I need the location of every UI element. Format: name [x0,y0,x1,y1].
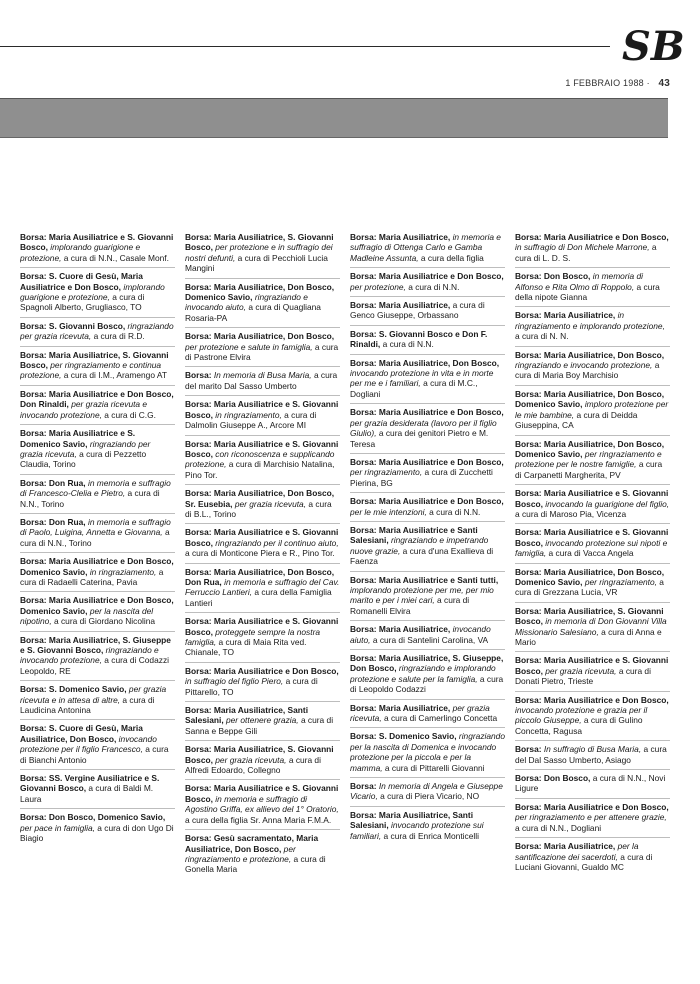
entry-plain: a cura di don Ugo Di Biagio [20,822,174,844]
entry-title: Borsa: Maria Ausiliatrice e Don Bosco, [515,232,669,242]
entry-italic: implorando guarigione e protezione, [20,281,165,303]
entry-title: Borsa: Maria Ausiliatrice e S. Giovanni Bosco, [185,783,339,804]
borsa-entry [185,779,340,829]
entry-title: Borsa: S. Cuore di Gesù, Maria Ausiliatrice, Don Bosco, [20,723,143,744]
borsa-entry [20,631,175,681]
header-rule [0,46,610,47]
entry-title: Borsa: Maria Ausiliatrice, [515,310,616,321]
borsa-entry [350,699,505,728]
borsa-entry [515,346,670,385]
entry-title: Borsa: [515,744,542,755]
entry-title: Borsa: Maria Ausiliatrice e Santi Salesiani, [350,524,478,546]
borsa-entry [350,649,505,699]
entry-title: Borsa: Maria Ausiliatrice, S. Giovanni Bosco, [20,349,169,371]
borsa-entry [20,552,175,591]
entry-italic: in ringraziamento, [215,409,282,420]
entry-title: Borsa: SS. Vergine Ausiliatrice e S. Giovanni Bosco, [20,773,160,794]
entry-plain: a cura di Pastrone Elvira [185,341,339,363]
entry-italic: invocando aiuto, [350,624,491,645]
entry-title: Borsa: Maria Ausiliatrice, Don Bosco, Domenico Savio, [515,566,665,587]
entry-title: Borsa: [185,370,212,381]
entry-italic: In suffragio di Busa Maria, [543,744,642,755]
entry-title: Borsa: Maria Ausiliatrice, [515,841,616,852]
borsa-entry [515,798,670,837]
entry-plain: a cura di B.L., Torino [185,498,332,519]
entry-plain: a cura del Dal Sasso Umberto, Asiago [515,744,667,765]
borsa-entry [350,232,505,267]
entry-title: Borsa: Maria Ausiliatrice, S. Giovanni Bosco, [515,605,664,627]
entry-title: Borsa: Maria Ausiliatrice e Don Bosco, Domenico Savio, [20,595,174,616]
entry-title: Borsa: Maria Ausiliatrice e Don Bosco, [515,694,669,705]
entry-plain: a cura di Marchisio Natalina, Pino Tor. [185,459,335,480]
entry-italic: in suffragio del figlio Piero, [185,676,284,687]
entry-title: Borsa: Maria Ausiliatrice e S. Giovanni Bosco, [185,399,339,420]
borsa-entry [515,306,670,345]
entry-plain: a cura di N.N. [408,281,460,292]
entry-plain: a cura di Sanna e Beppe Gili [185,715,334,736]
borsa-entry [185,523,340,562]
entry-italic: con riconoscenza e supplicando protezione, [185,448,335,470]
borsa-entry [350,492,505,521]
entry-title: Borsa: Maria Ausiliatrice e S. Giovanni Bosco, [515,527,669,548]
entry-title: Borsa: Maria Ausiliatrice e S. Giovanni Bosco, [185,616,339,637]
entry-plain: a cura di Codazzi Leopoldo, RE [20,655,169,676]
entry-title: Borsa: Maria Ausiliatrice, Don Bosco, Domenico Savio, [515,438,665,459]
borsa-entry [350,403,505,453]
entry-title: Borsa: Maria Ausiliatrice e Don Bosco, Don Rinaldi, [20,388,174,410]
entry-plain: a cura di Enrica Monticelli [383,830,479,841]
entry-title: Borsa: Maria Ausiliatrice, Don Bosco, Don Rua, [185,566,335,587]
entry-italic: ringraziando e invocando protezione, [515,360,653,371]
entry-italic: in memoria e suffragio del Cav. Ferruccio Lantieri, [185,576,340,598]
entry-plain: a cura della figlia Sr. Anna Maria F.M.A. [185,814,332,825]
entry-title: Borsa: Maria Ausiliatrice, Don Bosco, [350,357,500,368]
entry-title: Borsa: Maria Ausiliatrice e Santi tutti, [350,574,499,585]
entry-plain: a cura di Carpanetti Margherita, PV [515,459,663,480]
entry-italic: per ringraziamento e protezione, [185,843,296,864]
borsa-entry [20,474,175,513]
borsa-entry [20,769,175,808]
borsa-entry [515,435,670,485]
entry-plain: a cura di Baldi M. Laura [20,783,154,804]
borsa-entry [20,591,175,630]
borsa-entry [515,385,670,435]
entry-title: Borsa: Don Rua, [20,477,86,488]
entry-plain: a cura di N.N., Novi Ligure [515,773,666,794]
entry-plain: a cura di N. N. [515,331,569,342]
entry-plain: a cura di Maria Boy Marchisio [515,360,660,381]
issue-date-line [565,78,670,89]
entry-italic: proteggete sempre la nostra famiglia, [185,626,321,647]
entry-title: Borsa: Maria Ausiliatrice, Don Bosco, Sr. Eusebia, [185,488,335,509]
entry-plain: a cura di Maia Rita ved. Chianale, TO [185,637,307,658]
borsa-entry [350,296,505,325]
borsa-entry [185,701,340,740]
borsa-entry [185,278,340,328]
entry-plain: a cura della nipote Gianna [515,281,660,303]
entry-italic: implorando guarigione e protezione, [20,242,141,263]
entry-italic: per ringraziamento e protezione per le nostre famiglie, [515,448,662,470]
borsa-entry [185,740,340,779]
entry-italic: ringraziando e invocando protezione, [20,645,159,666]
entry-title: Borsa: S. Giovanni Bosco, [20,320,126,331]
entry-plain: a cura di M.C., Dogliani [350,378,478,399]
entry-italic: in memoria e suffragio di Ottenga Carlo e Gamba Madleine Assunta, [350,232,501,263]
borsa-entry [20,232,175,267]
borsa-entry [350,806,505,845]
entry-italic: in memoria e suffragio di Agostino Griffa, ex allievo del 1° Oratorio, [185,793,339,815]
borsa-entry [350,325,505,354]
entry-italic: invocando protezione e grazia per il piccolo Giuseppe, [515,705,648,726]
borsa-entry [350,620,505,649]
column-2 [185,232,340,977]
entry-italic: per grazia ricevuta e invocando protezione, [20,399,148,420]
borsa-entry [350,571,505,621]
entry-title: Borsa: Maria Ausiliatrice e Don Bosco, [350,407,504,418]
entry-title: Borsa: Don Bosco, [515,271,591,282]
entry-title: Borsa: Maria Ausiliatrice e Don Bosco, [185,665,339,676]
entry-plain: a cura del marito Dal Sasso Umberto [185,370,338,391]
borsa-entry [185,829,340,879]
entry-plain: a cura di N.N. [429,506,481,517]
entry-italic: ringraziando per la nascita di Domenica e invocando protezione per la piccola e per la mamma, [350,731,505,773]
entry-italic: in memoria di Alfonso e Rita Olmo di Roppolo, [515,271,643,292]
entry-plain: a cura di Anna e Mario [515,626,662,647]
entry-title: Borsa: Maria Ausiliatrice, Santi Salesiani, [350,809,474,831]
entry-plain: a cura di L. D. S. [515,242,657,263]
borsa-entry [515,484,670,523]
entry-title: Borsa: Maria Ausiliatrice, S. Giuseppe e S. Giovanni Bosco, [20,634,171,655]
entry-title: Borsa: Maria Ausiliatrice e Don Bosco, Domenico Savio, [20,556,174,577]
sb-logo [616,16,696,76]
entry-plain: a cura di Giordano Nicolina [54,616,156,627]
entry-plain: a cura di Pittarello, TO [185,676,318,697]
borsa-entry [185,435,340,485]
entry-plain: a cura di N.N., Torino [20,488,160,509]
entry-italic: implorando protezione per me, per mio marito e per i miei cari, [350,584,494,606]
entry-title: Borsa: S. Giovanni Bosco e Don F. Rinaldi, [350,328,488,350]
column-3 [350,232,505,977]
entry-italic: per ringraziamento, [584,576,657,587]
entry-plain: a cura di Deidda Giuseppina, CA [515,409,638,431]
entry-title: Borsa: Maria Ausiliatrice e Don Bosco, [515,801,669,812]
entry-plain: a cura di Vacca Angela [548,548,634,559]
entry-italic: In memoria di Angela e Giuseppe Vicario, [350,781,503,802]
entry-italic: imploro protezione per le mie bambine, [515,399,669,420]
borsa-entry [350,777,505,806]
entry-title: Borsa: Maria Ausiliatrice e S. Giovanni Bosco, [185,438,339,459]
entry-title: Borsa: [350,781,377,792]
entry-plain: a cura di N.N., Dogliani [515,822,602,833]
entry-title: Borsa: Maria Ausiliatrice, S. Giovanni Bosco, [185,232,334,253]
entry-italic: ringraziando per grazia ricevuta, [20,438,151,459]
borsa-entry [185,366,340,395]
entry-italic: per protezione e salute in famiglia, [185,341,313,352]
entry-italic: per grazia ricevuta, [234,498,307,509]
entry-plain: a cura di Pecchioli Lucia Mangini [185,252,328,274]
entry-title: Borsa: Maria Ausiliatrice, Don Bosco, [185,331,335,342]
entry-italic: per grazia ricevuta, [545,665,617,676]
borsa-entry [185,563,340,613]
entry-title: Borsa: Maria Ausiliatrice, Don Bosco, [515,349,665,360]
entry-plain: a cura di Donati Pietro, Trieste [515,665,651,687]
entry-title: Borsa: Maria Ausiliatrice e Don Bosco, [350,496,504,507]
entry-italic: in suffragio di Don Michele Marrone, [515,242,650,253]
borsa-entry [20,346,175,385]
entry-title: Borsa: Maria Ausiliatrice, Don Bosco, Domenico Savio, [185,281,335,303]
entry-italic: ringraziando per il continuo aiuto, [215,537,339,548]
borsa-entry [20,385,175,424]
entry-plain: a cura di Piera Vicario, NO [380,791,480,802]
entry-title: Borsa: Don Bosco, [515,773,591,784]
entry-title: Borsa: Maria Ausiliatrice, [350,624,451,635]
sb-logo-mark [616,16,696,76]
entry-plain: a cura della Famiglia Lantieri [185,587,332,608]
issue-date: 1 FEBBRAIO 1988 [565,78,644,88]
entry-title: Borsa: Gesù sacramentato, Maria Ausiliatrice, Don Bosco, [185,833,319,854]
entry-plain: a cura dei genitori Pietro e M. Teresa [350,428,489,449]
entry-italic: in ringraziamento e implorando protezione, [515,310,665,331]
entry-italic: per ottenere grazia, [225,715,299,726]
entry-plain: a cura di Pezzetto Claudia, Torino [20,448,147,470]
borsa-entry [20,267,175,317]
borsa-entry [515,267,670,306]
entry-plain: a cura di Camerlingo Concetta [383,713,498,724]
entry-title: Borsa: Don Rua, [20,516,86,527]
entry-italic: in ringraziamento, [89,566,157,577]
borsa-entry [515,740,670,769]
borsa-entry [515,769,670,798]
entry-plain: a cura di Santelini Carolina, VA [372,634,489,645]
borsa-entry [515,651,670,690]
entry-italic: invocando la guarigione del figlio, [545,498,670,509]
entry-italic: per ringraziamento e continua protezione, [20,360,162,381]
entry-italic: per ringraziamento, [350,467,423,478]
entry-italic: per pace in famiglia, [20,822,95,833]
entry-italic: per protezione e in suffragio dei nostri defunti, [185,242,333,263]
entry-italic: per ringraziamento e per attenere grazie, [515,812,667,823]
entry-title: Borsa: Don Bosco, Domenico Savio, [20,812,166,823]
entry-italic: per protezione, [350,281,406,292]
entry-plain: a cura di N.N., Torino [20,527,170,548]
entry-plain: a cura di Zucchetti Pierina, BG [350,467,493,488]
entry-plain: a cura di Luciani Giovanni, Gualdo MC [515,851,653,872]
column-4 [515,232,670,977]
entry-plain: a cura di Alfredi Edoardo, Collegno [185,754,321,776]
entries-columns [20,232,670,977]
entry-plain: a cura di Dalmolin Giuseppe A., Arcore MI [185,409,317,431]
entry-italic: in memoria e suffragio di Francesco-Clelia e Pietro, [20,477,171,499]
borsa-entry [185,612,340,662]
entry-title: Borsa: Maria Ausiliatrice, S. Giovanni Bosco, [185,744,334,765]
date-separator: · [646,78,650,88]
entry-title: Borsa: Maria Ausiliatrice, [350,300,451,311]
entry-plain: a cura di Pittarelli Giovanni [384,762,485,773]
entry-plain: a cura di Monticone Piera e R., Pino Tor. [185,548,335,559]
entry-title: Borsa: S. Domenico Savio, [20,684,127,695]
entry-italic: ringraziando e implorando protezione e salute per la famiglia, [350,663,496,684]
entry-plain: a cura di I.M., Aramengo AT [63,370,167,381]
borsa-entry [185,395,340,434]
borsa-entry [185,327,340,366]
entry-title: Borsa: S. Cuore di Gesù, Maria Ausiliatrice e Don Bosco, [20,271,143,292]
entry-italic: In memoria di Busa Maria, [213,370,312,381]
entry-plain: a cura di Leopoldo Codazzi [350,673,504,695]
entry-title: Borsa: Maria Ausiliatrice, S. Giuseppe, Don Bosco, [350,653,504,674]
entry-plain: a cura di Gulino Concetta, Ragusa [515,715,643,736]
entry-italic: per grazia ricevuta e in attesa di altre, [20,684,167,705]
borsa-entry [20,808,175,847]
entry-italic: invocando protezione sui nipoti e famiglia, [515,537,668,559]
entry-plain: a cura di Romanelli Elvira [350,595,470,616]
entry-italic: invocando protezione per il figlio Francesco, [20,733,157,755]
entry-title: Borsa: Maria Ausiliatrice, [350,702,451,713]
entry-italic: invocando protezione sui familiari, [350,820,484,841]
page-number: 43 [658,78,670,89]
entry-plain: a cura di Genco Giuseppe, Orbassano [350,300,485,321]
entry-italic: per le mie intenzioni, [350,506,427,517]
entry-plain: a cura della figlia [420,252,484,263]
entry-italic: ringraziando per grazia ricevuta, [20,320,174,342]
entry-title: Borsa: Maria Ausiliatrice e S. Giovanni Bosco, [20,232,174,253]
entry-italic: in memoria e suffragio di Paolo, Luigina, Annetta e Giovanna, [20,516,171,538]
borsa-entry [185,484,340,523]
entry-plain: a cura d'una Exallieva di Faenza [350,545,494,567]
borsa-entry [515,602,670,652]
entry-plain: a cura di N.N., Casale Monf. [63,252,169,263]
entry-italic: ringraziando e impetrando nuove grazie, [350,535,489,556]
entry-plain: a cura di Gonella Maria [185,853,326,875]
borsa-entry [20,513,175,552]
borsa-entry [515,232,670,267]
header-band [0,98,668,138]
entry-title: Borsa: Maria Ausiliatrice e Don Bosco, [350,456,504,467]
borsa-entry [20,317,175,346]
borsa-entry [185,662,340,701]
column-1 [20,232,175,977]
entry-italic: ringraziando e invocando aiuto, [185,292,308,313]
entry-italic: per la nascita del nipotino, [20,605,154,627]
sb-logo-letters: SB [622,23,685,70]
entry-plain: a cura di N.N. [382,339,434,350]
borsa-entry [350,521,505,571]
entry-title: Borsa: Maria Ausiliatrice, [350,232,451,242]
entry-title: Borsa: Maria Ausiliatrice e Don Bosco, [350,271,504,282]
borsa-entry [515,563,670,602]
borsa-entry [20,680,175,719]
entry-plain: a cura di R.D. [93,331,145,342]
entry-plain: a cura di Laudicina Antonina [20,694,155,716]
entry-title: Borsa: Maria Ausiliatrice e S. Domenico Savio, [20,428,136,449]
entry-italic: per grazia ricevuta, [350,702,490,724]
entry-plain: a cura di Radaelli Caterina, Pavia [20,566,164,587]
borsa-entry [515,837,670,876]
borsa-entry [185,232,340,278]
entry-plain: a cura di C.G. [104,409,156,420]
entry-italic: per grazia desiderata (lavoro per il figlio Giulio), [350,417,497,439]
entry-plain: a cura di Quagliana Rosaria-PA [185,302,321,323]
entry-italic: per la santificazione dei sacerdoti, [515,841,639,862]
entry-title: Borsa: Maria Ausiliatrice e S. Giovanni Bosco, [185,527,339,548]
entry-title: Borsa: Maria Ausiliatrice e S. Giovanni Bosco, [515,655,669,676]
borsa-entry [350,267,505,296]
entry-plain: a cura di Maroso Pia, Vicenza [515,508,627,519]
entry-plain: a cura di Bianchi Antonio [20,744,169,765]
entry-italic: invocando protezione in vita e in morte per me e i familiari, [350,368,494,389]
borsa-entry [20,424,175,474]
entry-title: Borsa: Maria Ausiliatrice e S. Giovanni Bosco, [515,488,669,509]
entry-title: Borsa: Maria Ausiliatrice, Don Bosco, Domenico Savio, [515,388,665,410]
entry-italic: per grazia ricevuta, [215,754,287,765]
borsa-entry [20,719,175,769]
borsa-entry [350,727,505,777]
entry-italic: in memoria di Don Giovanni Villa Missionario Salesiano, [515,616,667,637]
entry-plain: a cura di Spagnoli Alberto, Grugliasco, TO [20,292,145,313]
borsa-entry [350,354,505,404]
entry-plain: a cura di Grezzana Lucia, VR [515,576,664,598]
entry-title: Borsa: S. Domenico Savio, [350,731,457,742]
borsa-entry [515,691,670,741]
borsa-entry [515,523,670,562]
borsa-entry [350,453,505,492]
entry-title: Borsa: Maria Ausiliatrice, Santi Salesiani, [185,705,309,726]
